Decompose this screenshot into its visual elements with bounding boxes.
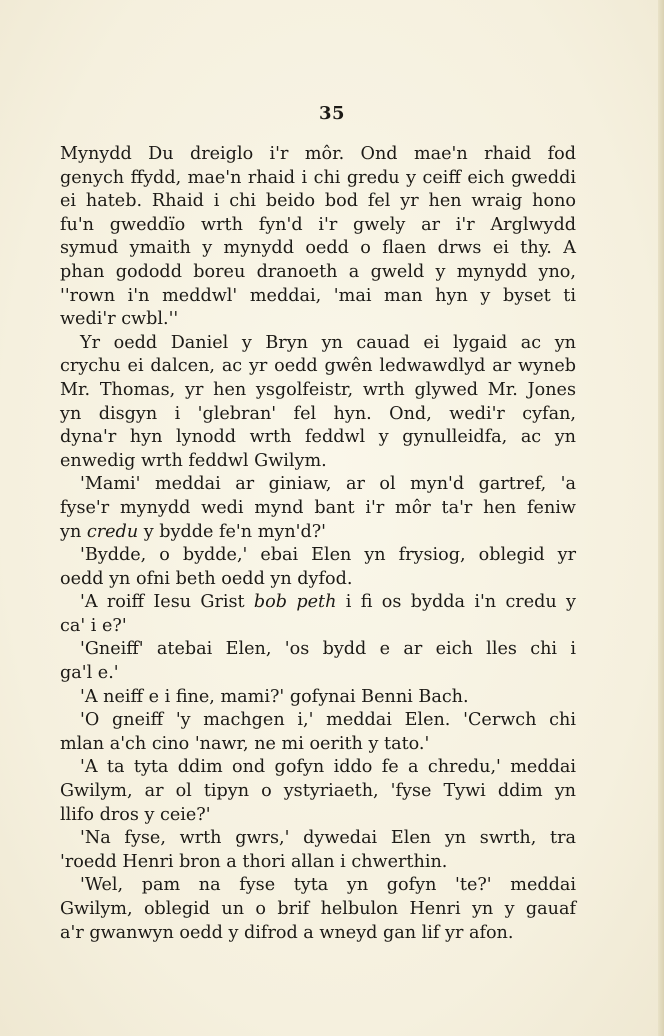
text-line: Yr oedd Daniel y Bryn yn cauad ei lygaid ac yn	[80, 332, 576, 353]
text-line-italic: yn credu y bydde fe'n myn'd?'	[60, 521, 327, 542]
text-line: 'O gneiff 'y machgen i,' meddai Elen. 'Cerwch chi	[80, 710, 576, 731]
text-line: dyna'r hyn lynodd wrth feddwl y gynulleidfa, ac yn	[60, 427, 576, 448]
text-line: 'Na fyse, wrth gwrs,' dywedai Elen yn swrth, tra	[80, 828, 576, 849]
text-line-italic: 'A roiff Iesu Grist bob peth i fi os bydda i'n credu y	[80, 592, 576, 613]
italic-word: bob peth	[253, 592, 337, 613]
text-line: mlan a'ch cino 'nawr, ne mi oerith y tato.'	[60, 733, 430, 754]
text-line: phan gododd boreu dranoeth a gweld y mynydd yno,	[60, 261, 576, 282]
text-line: a'r gwanwyn oedd y difrod a wneyd gan lif yr afon.	[60, 922, 514, 943]
text-line: enwedig wrth feddwl Gwilym.	[60, 450, 327, 471]
body-text	[60, 143, 576, 945]
text-line: ga'l e.'	[60, 663, 119, 684]
text-line: 'Bydde, o bydde,' ebai Elen yn frysiog, oblegid yr	[80, 545, 576, 566]
text-line: genych ffydd, mae'n rhaid i chi gredu y ceiff eich gweddi	[60, 167, 576, 188]
text-line: fyse'r mynydd wedi mynd bant i'r môr ta'r hen feniw	[60, 497, 576, 518]
text-line: fu'n gweddïo wrth fyn'd i'r gwely ar i'r Arglwydd	[60, 214, 576, 235]
text-line: 'Gneiff' atebai Elen, 'os bydd e ar eich lles chi i	[80, 639, 576, 660]
page-spine-edge	[658, 0, 664, 1036]
text-line: Gwilym, oblegid un o brif helbulon Henri yn y gauaf	[60, 899, 576, 919]
italic-word: credu	[86, 521, 139, 542]
text-line: 'Wel, pam na fyse tyta yn gofyn 'te?' meddai	[80, 875, 576, 896]
text-line: wedi'r cwbl.''	[60, 309, 179, 330]
text-line: yn disgyn i 'glebran' fel hyn. Ond, wedi'r cyfan,	[60, 403, 576, 424]
text-line: crychu ei dalcen, ac yr oedd gwên ledwawdlyd ar wyneb	[60, 356, 576, 377]
text-line: ei hateb. Rhaid i chi beido bod fel yr hen wraig hono	[60, 191, 576, 212]
text-line: symud ymaith y mynydd oedd o flaen drws ei thy. A	[60, 238, 576, 259]
text-line: 'roedd Henri bron a thori allan i chwerthin.	[60, 851, 448, 872]
text-line: llifo dros y ceie?'	[60, 804, 211, 825]
text-line: Mr. Thomas, yr hen ysgolfeistr, wrth glywed Mr. Jones	[60, 379, 576, 400]
text-line: 'A neiff e i fine, mami?' gofynai Benni Bach.	[80, 686, 469, 707]
text-line: 'A ta tyta ddim ond gofyn iddo fe a chredu,' meddai	[80, 757, 576, 778]
text-line: oedd yn ofni beth oedd yn dyfod.	[60, 568, 353, 589]
text-line: ca' i e?'	[60, 615, 127, 636]
text-line: Mynydd Du dreiglo i'r môr. Ond mae'n rhaid fod	[60, 144, 576, 164]
text-line: ''rown i'n meddwl' meddai, 'mai man hyn y byset ti	[60, 285, 576, 306]
page-number: 35	[318, 103, 346, 124]
text-line: 'Mami' meddai ar giniaw, ar ol myn'd gartref, 'a	[80, 474, 576, 495]
text-line: Gwilym, ar ol tipyn o ystyriaeth, 'fyse Tywi ddim yn	[60, 781, 576, 802]
